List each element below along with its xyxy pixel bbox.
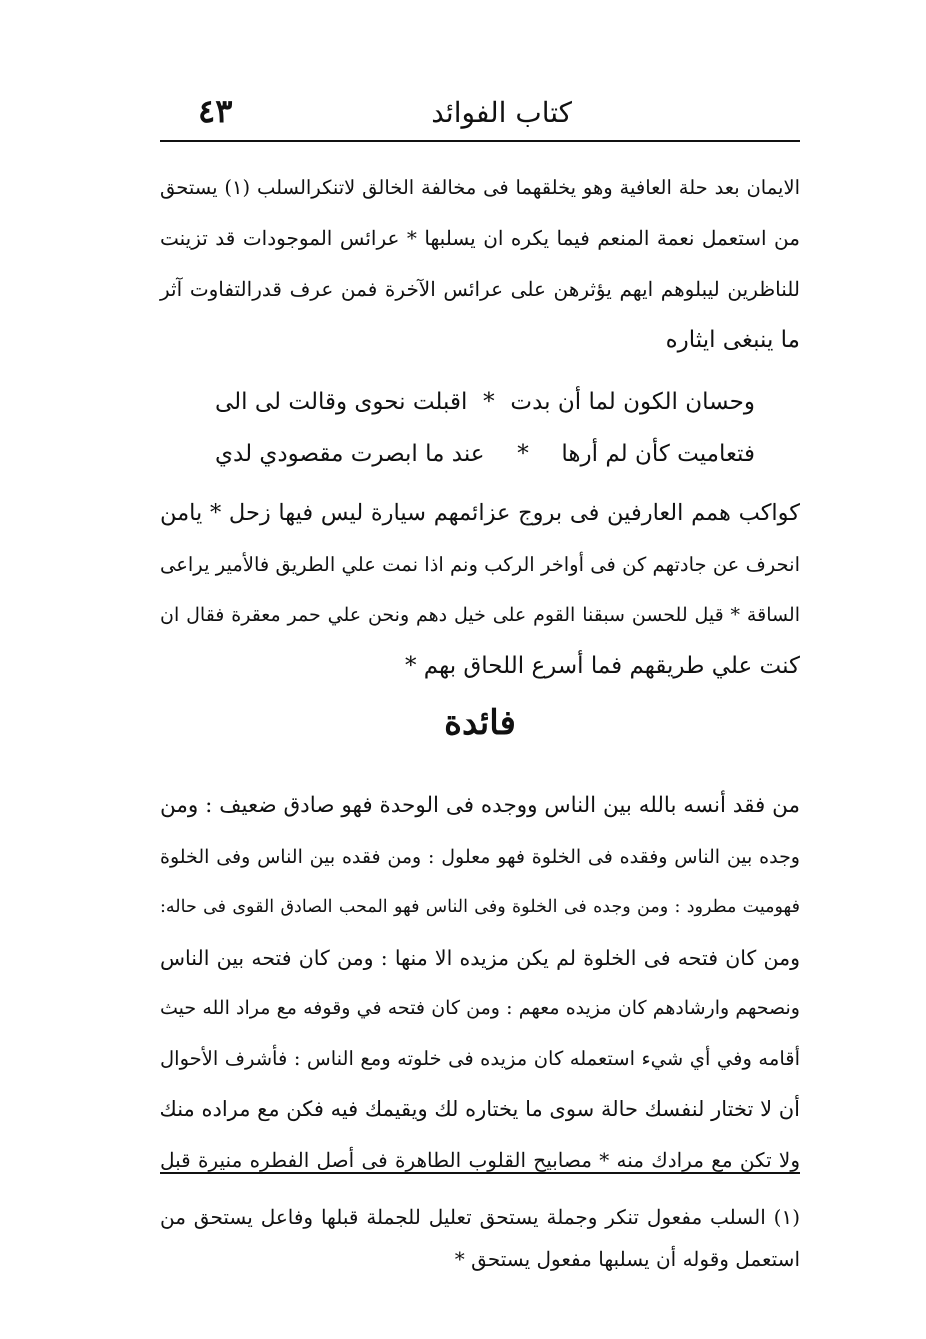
verse-separator: * bbox=[483, 389, 495, 415]
text-line: من فقد أنسه بالله بين الناس ووجده فى الوحدة فهو صادق ضعيف : ومن bbox=[160, 793, 800, 818]
page-number: ٤٣ bbox=[198, 92, 233, 130]
text-line: كواكب همم العارفين فى بروج عزائمهم سيارة ليس فيها زحل * يامن bbox=[160, 500, 800, 526]
page-header bbox=[160, 92, 800, 134]
verse-first-hemistich: فتعاميت كأن لم أرها bbox=[561, 441, 755, 467]
footnote-line: (١) السلب مفعول تنكر وجملة يستحق تعليل للجملة قبلها وفاعل يستحق من bbox=[160, 1205, 800, 1229]
verse-first-hemistich: وحسان الكون لما أن بدت bbox=[510, 389, 755, 415]
text-line: من استعمل نعمة المنعم فيما يكره ان يسلبها * عرائس الموجودات قد تزينت bbox=[160, 226, 800, 250]
text-line: للناظرين ليبلوهم ايهم يؤثرهن على عرائس الآخرة فمن عرف قدرالتفاوت آثر bbox=[160, 277, 800, 301]
verse-line bbox=[215, 428, 755, 480]
footnote-line: استعمل وقوله أن يسلبها مفعول يستحق * bbox=[454, 1247, 800, 1271]
verse-separator: * bbox=[517, 441, 529, 467]
running-title: كتاب الفوائد bbox=[431, 96, 572, 129]
footnote-rule bbox=[160, 1172, 800, 1174]
text-line: ومن كان فتحه فى الخلوة لم يكن مزيده الا منها : ومن كان فتحه بين الناس bbox=[160, 945, 800, 970]
paragraph-3 bbox=[160, 781, 800, 1185]
text-line: أن لا تختار لنفسك حالة سوى ما يختاره لك ويقيمك فيه فكن مع مراده منك bbox=[159, 1097, 800, 1121]
text-line: انحرف عن جادتهم كن فى أواخر الركب ونم اذا نمت علي الطريق فالأمير يراعى bbox=[160, 553, 800, 576]
poem-verses bbox=[215, 376, 755, 480]
paragraph-1 bbox=[160, 162, 800, 366]
text-line: ما ينبغى ايثاره bbox=[665, 327, 800, 353]
text-line: الساقة * قيل للحسن سبقنا القوم على خيل دهم ونحن علي حمر معقرة فقال ان bbox=[160, 604, 800, 626]
text-line: الايمان بعد حلة العافية وهو يخلقهما فى مخالفة الخالق لاتنكرالسلب (١) يستحق bbox=[160, 176, 800, 199]
text-line: فهوميت مطرود : ومن وجده فى الخلوة وفى الناس فهو المحب الصادق القوى فى حاله: bbox=[160, 897, 800, 917]
text-line: وجده بين الناس وفقده فى الخلوة فهو معلول : ومن فقده بين الناس وفى الخلوة bbox=[160, 845, 800, 868]
verse-second-hemistich: اقبلت نحوى وقالت لى الى bbox=[215, 389, 468, 415]
footnote bbox=[160, 1196, 800, 1280]
paragraph-2 bbox=[160, 488, 800, 692]
text-line: ولا تكن مع مرادك منه * مصابيح القلوب الطاهرة فى أصل الفطره منيرة قبل bbox=[160, 1147, 800, 1172]
text-line: كنت علي طريقهم فما أسرع اللحاق بهم * bbox=[405, 653, 800, 679]
header-rule bbox=[160, 140, 800, 142]
text-line: ونصحهم وارشادهم كان مزيده معهم : ومن كان فتحه في وقوفه مع مراد الله حيث bbox=[160, 997, 800, 1019]
verse-second-hemistich: عند ما ابصرت مقصودي لدي bbox=[215, 441, 485, 467]
text-line: أقامه وفي أي شيء استعمله كان مزيده فى خلوته ومع الناس : فأشرف الأحوال bbox=[160, 1046, 800, 1070]
section-heading: فائدة bbox=[444, 703, 516, 743]
verse-line bbox=[215, 376, 755, 428]
